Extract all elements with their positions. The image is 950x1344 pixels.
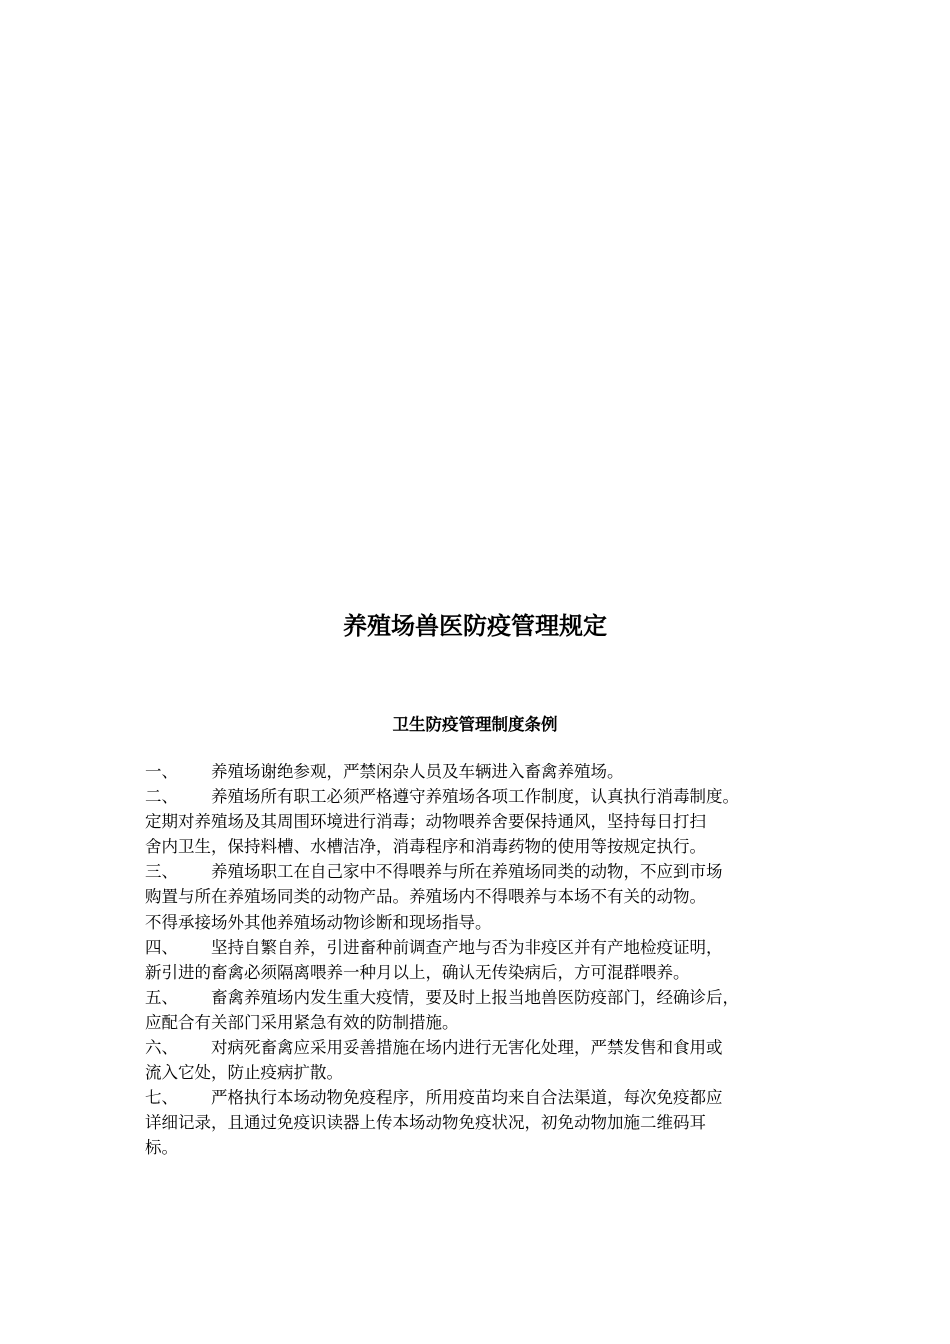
clause-text: 坚持自繁自养，引进畜种前调查产地与否为非疫区并有产地检疫证明， [211,937,723,957]
text-line [145,960,825,985]
text-line [145,910,825,935]
text-line [145,985,825,1010]
text-line [145,1110,825,1135]
clause-number: 四、 [145,937,178,957]
clause-number: 六、 [145,1038,178,1058]
clause-number: 七、 [145,1088,178,1108]
clause-text: 应配合有关部门采用紧急有效的防制措施。 [145,1012,459,1032]
clause-number: 五、 [145,987,178,1007]
text-line [145,1035,825,1060]
text-line [145,759,825,784]
clause-number: 二、 [145,787,178,807]
clause-text: 详细记录，且通过免疫识读器上传本场动物免疫状况，初免动物加施二维码耳 [145,1113,706,1133]
text-line [145,859,825,884]
text-line [145,1010,825,1035]
section-subtitle: 卫生防疫管理制度条例 [392,715,558,734]
clause-text: 标。 [145,1138,178,1158]
text-line [145,884,825,909]
clause-text: 新引进的畜禽必须隔离喂养一种月以上，确认无传染病后，方可混群喂养。 [145,962,690,982]
text-line [145,834,825,859]
clause-text: 养殖场谢绝参观，严禁闲杂人员及车辆进入畜禽养殖场。 [211,762,624,781]
text-line [145,1085,825,1110]
text-line [145,935,825,960]
clause-number: 一、 [145,762,178,781]
document-title: 养殖场兽医防疫管理规定 [343,612,607,640]
regulation-body [145,759,825,1161]
clause-text: 养殖场所有职工必须严格遵守养殖场各项工作制度，认真执行消毒制度。 [211,787,739,807]
clause-text: 不得承接场外其他养殖场动物诊断和现场指导。 [145,912,492,932]
clause-number: 三、 [145,862,178,882]
text-line [145,1060,825,1085]
clause-text: 严格执行本场动物免疫程序，所用疫苗均来自合法渠道，每次免疫都应 [211,1088,723,1108]
clause-text: 舍内卫生，保持料槽、水槽洁净，消毒程序和消毒药物的使用等按规定执行。 [145,837,706,857]
text-line [145,784,825,809]
clause-text: 养殖场职工在自己家中不得喂养与所在养殖场同类的动物，不应到市场 [211,862,723,882]
clause-text: 购置与所在养殖场同类的动物产品。养殖场内不得喂养与本场不有关的动物。 [145,887,706,907]
text-line [145,1135,825,1160]
text-line [145,809,825,834]
clause-text: 定期对养殖场及其周围环境进行消毒；动物喂养舍要保持通风，坚持每日打扫 [145,812,706,832]
clause-text: 畜禽养殖场内发生重大疫情，要及时上报当地兽医防疫部门，经确诊后， [211,987,739,1007]
clause-text: 流入它处，防止疫病扩散。 [145,1063,343,1083]
clause-text: 对病死畜禽应采用妥善措施在场内进行无害化处理，严禁发售和食用或 [211,1038,723,1058]
